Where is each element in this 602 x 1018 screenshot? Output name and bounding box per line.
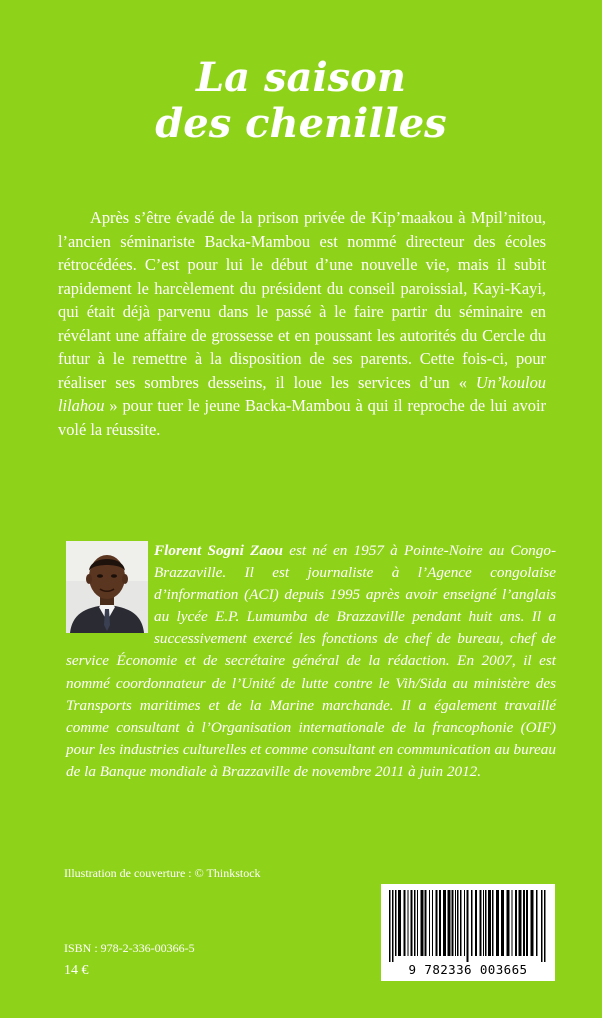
book-title-line-2: des chenilles	[155, 100, 447, 147]
barcode-bars	[381, 884, 555, 964]
barcode-bar	[471, 890, 473, 956]
barcode-bar	[432, 890, 433, 956]
barcode-bar	[443, 890, 446, 956]
barcode-bar	[480, 890, 482, 956]
blurb-text-end: » pour tuer le jeune Backa-Mambou à qui il reproche de lui avoir volé la réussite.	[58, 396, 546, 439]
barcode-bar	[512, 890, 513, 956]
illustration-credit: Illustration de couverture : © Thinkstock	[64, 866, 261, 880]
barcode-bar	[392, 890, 394, 962]
barcode-bar	[452, 890, 454, 956]
book-price: 14 €	[64, 963, 89, 978]
author-bio-text: est né en 1957 à Pointe-Noire au Congo-Brazzaville. Il est journaliste à l’Agence congolaise d’information (ACI) depuis 1995 après avoir enseigné l’anglais au lycée E.P. Lumumba de Brazzaville pendant huit ans. Il a successivement exercé les fonctions de chef de bureau, chef de service Économie et de secrétaire général de la rédaction. En 2007, il est nommé coordonnateur de l’Unité de lutte contre le Vih/Sida au ministère des Transports maritimes et de la Marine marchande. Il a également travaillé comme consultant à l’Organisation internationale de la francophonie (OIF) pour les industries culturelles et comme consultant en communication au bureau de la Banque mondiale à Brazzaville de novembre 2011 à juin 2012.	[66, 542, 557, 780]
barcode-bar	[544, 890, 546, 962]
barcode-bar	[411, 890, 413, 956]
barcode-bar	[523, 890, 525, 956]
blurb-text-start: Après s’être évadé de la prison privée de Kip’maakou à Mpil’nitou, l’ancien séminariste Backa-Mambou est nommé directeur des écoles rétrocédées. C’est pour lui le début d’une nouvelle vie, mais il subit rapidement le harcèlement du président du conseil paroissial, Kayi-Kayi, qui était déjà parvenu dans le passé à le faire partir du séminaire en révélant une affaire de grossesse et en poussant les autorités du Cercle du futur à le remettre à la disposition de ses parents. Cette fois-ci, pour réaliser ses sombres desseins, il loue les services d’un «	[58, 208, 546, 392]
barcode-bar	[467, 890, 469, 962]
book-blurb	[58, 206, 546, 441]
barcode-bar	[483, 890, 484, 956]
blurb-italic-term: Un’koulou lilahou	[58, 372, 547, 415]
barcode-bar	[398, 890, 401, 956]
book-title-line-1: La saison	[196, 54, 406, 101]
barcode-bar	[395, 890, 397, 956]
barcode-bar	[488, 890, 491, 956]
barcode-bar	[436, 890, 438, 956]
barcode-bar	[404, 890, 406, 956]
barcode-bar	[496, 890, 499, 956]
barcode-bar	[448, 890, 451, 956]
barcode-bar	[475, 890, 477, 956]
barcode-bar	[455, 890, 456, 956]
barcode-bar	[507, 890, 510, 956]
barcode-bar	[531, 890, 534, 956]
barcode-bar	[515, 890, 517, 956]
barcode-bar	[519, 890, 522, 956]
barcode-bar	[429, 890, 430, 956]
barcode-bar	[485, 890, 487, 956]
barcode-bar	[417, 890, 418, 956]
barcode-bar	[460, 890, 462, 956]
barcode-bar	[389, 890, 391, 962]
barcode-bar	[414, 890, 416, 956]
isbn-number: ISBN : 978-2-336-00366-5	[64, 941, 195, 955]
barcode-bar	[439, 890, 441, 956]
barcode-bar	[541, 890, 543, 962]
barcode-bar	[464, 890, 465, 956]
barcode-bar	[408, 890, 409, 956]
barcode-bar	[421, 890, 424, 956]
author-name: Florent Sogni Zaou	[154, 542, 283, 559]
barcode-bar	[526, 890, 528, 956]
barcode-bar	[536, 890, 538, 956]
barcode-number: 9 782336 003665	[408, 962, 528, 977]
author-bio	[66, 540, 556, 783]
barcode	[381, 884, 555, 981]
barcode-bar	[501, 890, 504, 956]
barcode-bar	[457, 890, 459, 956]
barcode-bar	[492, 890, 494, 956]
barcode-bar	[425, 890, 427, 956]
